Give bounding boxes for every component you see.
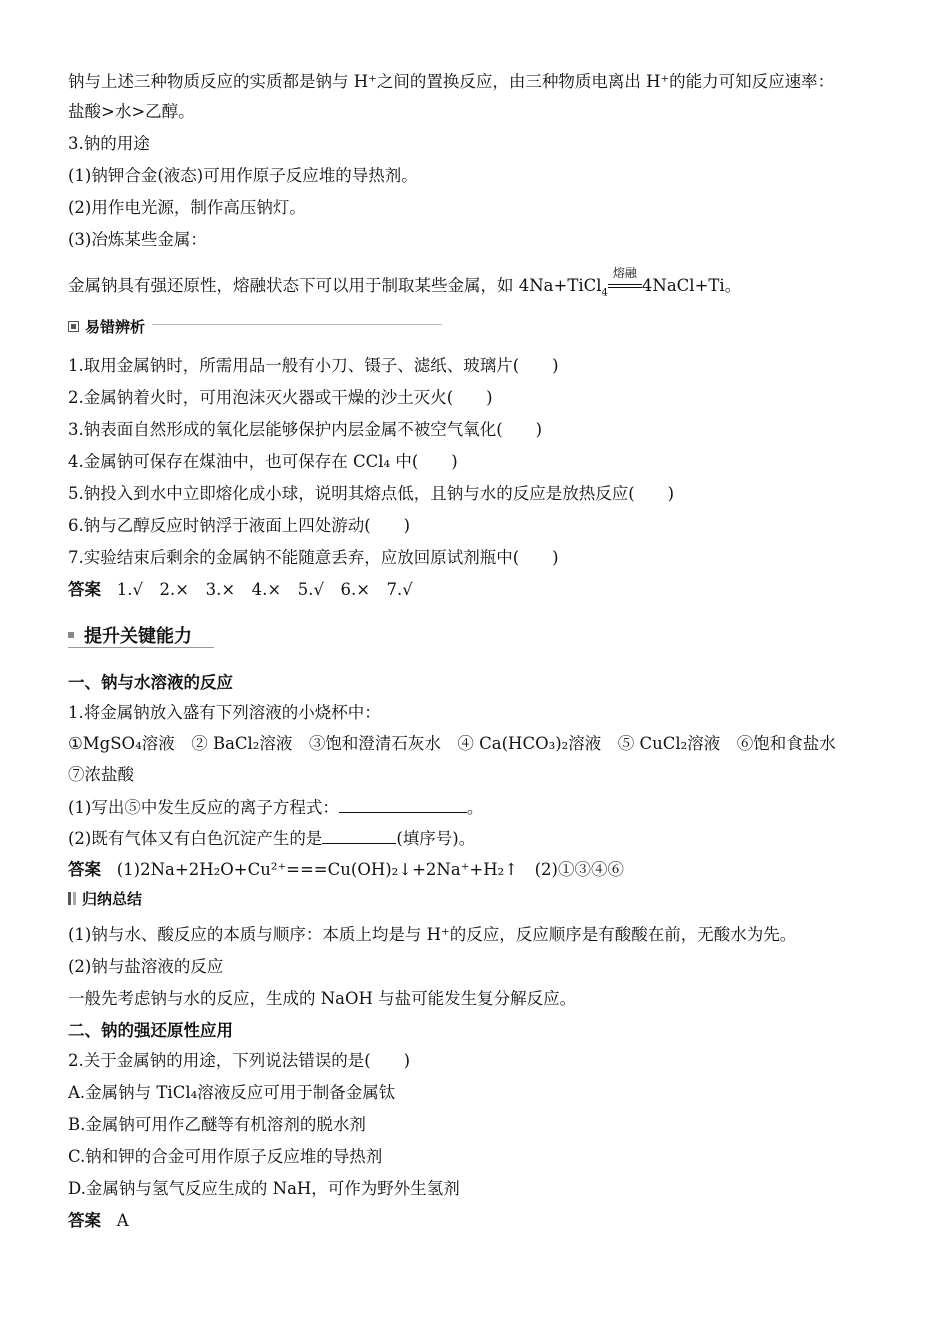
use-4-text: 金属钠具有强还原性，熔融状态下可以用于制取某些金属，如 4Na+TiCl bbox=[68, 276, 602, 295]
answer-label: 答案 bbox=[68, 860, 101, 879]
intro-line-1: 钠与上述三种物质反应的实质都是钠与 H⁺之间的置换反应，由三种物质电离出 H⁺的能力可知反应速率： bbox=[68, 72, 835, 91]
question-2: 2.关于金属钠的用途，下列说法错误的是( ) bbox=[68, 1051, 411, 1070]
error-item-3: 3.钠表面自然形成的氧化层能够保护内层金属不被空气氧化( ) bbox=[68, 420, 543, 439]
use-2: (2)用作电光源，制作高压钠灯。 bbox=[68, 198, 306, 217]
error-item-1: 1.取用金属钠时，所需用品一般有小刀、镊子、滤纸、玻璃片( ) bbox=[68, 356, 559, 375]
use-4-products: 4NaCl+Ti。 bbox=[641, 276, 742, 295]
square-bullet-icon bbox=[68, 321, 79, 332]
question-2-answer bbox=[68, 1210, 129, 1232]
blank-line bbox=[322, 827, 396, 844]
question-1-part-a bbox=[68, 796, 483, 819]
error-item-6: 6.钠与乙醇反应时钠浮于液面上四处游动( ) bbox=[68, 516, 411, 535]
part-a-end: 。 bbox=[466, 798, 484, 817]
intro-line-2: 盐酸>水>乙醇。 bbox=[68, 102, 195, 121]
key-underline bbox=[68, 647, 214, 648]
question-1-option-7: ⑦浓盐酸 bbox=[68, 765, 134, 784]
error-item-2: 2.金属钠着火时，可用泡沫灭火器或干燥的沙土灭火( ) bbox=[68, 388, 493, 407]
answer-text: (1)2Na+2H₂O+Cu²⁺===Cu(OH)₂↓+2Na⁺+H₂↑ (2)①③④⑥ bbox=[116, 860, 624, 879]
key-header bbox=[68, 622, 192, 648]
equals-condition-sign bbox=[608, 265, 642, 292]
answer-label: 答案 bbox=[68, 1211, 101, 1230]
summary-title: 归纳总结 bbox=[82, 890, 143, 908]
blank-line bbox=[339, 796, 467, 813]
summary-3: 一般先考虑钠与水的反应，生成的 NaOH 与盐可能发生复分解反应。 bbox=[68, 989, 577, 1008]
error-item-7: 7.实验结束后剩余的金属钠不能随意丢弃，应放回原试剂瓶中( ) bbox=[68, 548, 559, 567]
errors-divider bbox=[152, 324, 442, 325]
error-item-5: 5.钠投入到水中立即熔化成小球，说明其熔点低，且钠与水的反应是放热反应( ) bbox=[68, 484, 675, 503]
part-a-text: (1)写出⑤中发生反应的离子方程式： bbox=[68, 798, 339, 817]
answer-text: A bbox=[116, 1211, 129, 1230]
part-b-end: (填序号)。 bbox=[396, 829, 476, 848]
question-1: 1.将金属钠放入盛有下列溶液的小烧杯中： bbox=[68, 703, 381, 722]
part-b-text: (2)既有气体又有白色沉淀产生的是 bbox=[68, 829, 323, 848]
answer-label: 答案 bbox=[68, 580, 101, 599]
answer-text: 1.√ 2.× 3.× 4.× 5.√ 6.× 7.√ bbox=[116, 580, 413, 599]
errors-title: 易错辨析 bbox=[85, 318, 146, 336]
errors-answer bbox=[68, 579, 413, 601]
question-1-answer bbox=[68, 859, 624, 881]
condition-label: 熔融 bbox=[612, 265, 637, 280]
option-b: B.金属钠可用作乙醚等有机溶剂的脱水剂 bbox=[68, 1115, 366, 1134]
section-1-title: 一、钠与水溶液的反应 bbox=[68, 673, 233, 692]
use-4-subscript: 4 bbox=[601, 287, 608, 299]
question-1-options: ①MgSO₄溶液 ② BaCl₂溶液 ③饱和澄清石灰水 ④ Ca(HCO₃)₂溶液 ⑤ CuCl₂溶液 ⑥饱和食盐水 bbox=[68, 734, 836, 753]
uses-title: 3.钠的用途 bbox=[68, 134, 150, 153]
question-1-part-b bbox=[68, 827, 475, 850]
option-d: D.金属钠与氢气反应生成的 NaH，可作为野外生氢剂 bbox=[68, 1179, 460, 1198]
use-1: (1)钠钾合金(液态)可用作原子反应堆的导热剂。 bbox=[68, 166, 418, 185]
option-a: A.金属钠与 TiCl₄溶液反应可用于制备金属钛 bbox=[68, 1083, 396, 1102]
summary-header bbox=[68, 888, 142, 909]
option-c: C.钠和钾的合金可用作原子反应堆的导热剂 bbox=[68, 1147, 383, 1166]
square-bullet-icon bbox=[68, 632, 74, 638]
bar-icon bbox=[68, 892, 71, 905]
error-item-4: 4.金属钠可保存在煤油中，也可保存在 CCl₄ 中( ) bbox=[68, 452, 458, 471]
summary-2: (2)钠与盐溶液的反应 bbox=[68, 957, 224, 976]
use-4-equation bbox=[68, 265, 742, 299]
use-3: (3)冶炼某些金属： bbox=[68, 230, 207, 249]
section-2-title: 二、钠的强还原性应用 bbox=[68, 1021, 233, 1040]
summary-1: (1)钠与水、酸反应的本质与顺序：本质上均是与 H⁺的反应，反应顺序是有酸酸在前，无酸水为先。 bbox=[68, 925, 797, 944]
bar-icon bbox=[73, 892, 76, 905]
errors-header bbox=[68, 316, 145, 337]
key-title: 提升关键能力 bbox=[84, 626, 192, 647]
